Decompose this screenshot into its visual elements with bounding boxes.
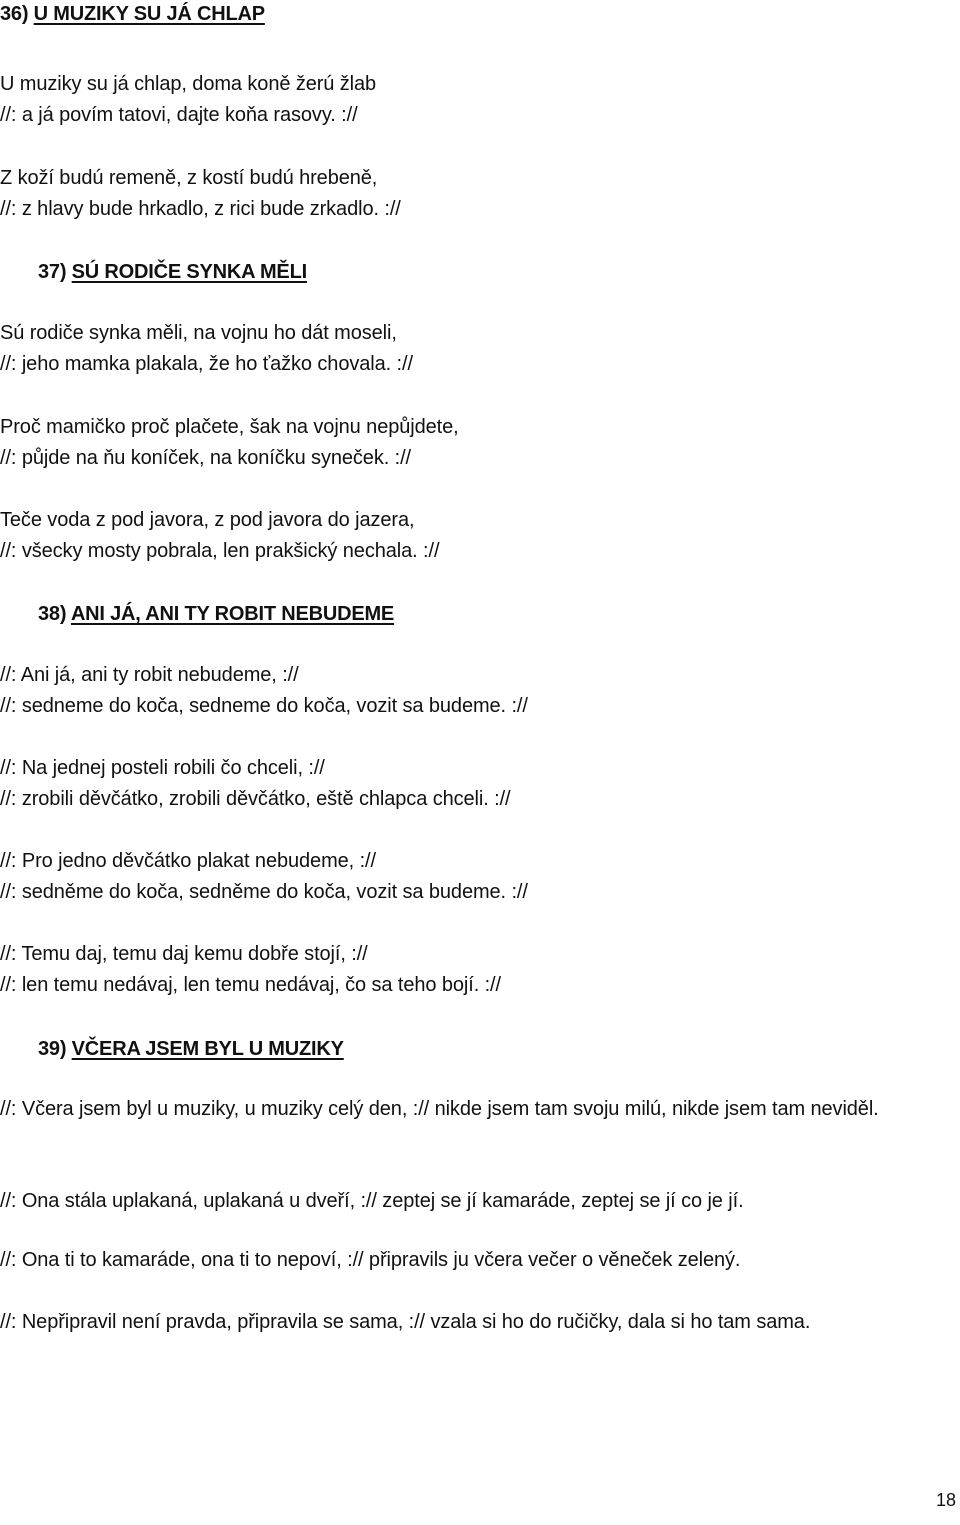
verse-line: //: a já povím tatovi, dajte koňa rasovy. :// — [0, 104, 358, 126]
song-title-text: VČERA JSEM BYL U MUZIKY — [71, 1038, 344, 1060]
song-title-39 — [38, 1038, 344, 1061]
verse-line: U muziky su já chlap, doma koně žerú žlab — [0, 73, 377, 95]
song-number: 38) — [38, 603, 67, 625]
verse-line: //: Nepřipravil není pravda, připravila se sama, :// vzala si ho do ručičky, dala si ho tam sama. — [0, 1311, 811, 1333]
verse-line: //: všecky mosty pobrala, len prakšický nechala. :// — [0, 540, 440, 562]
verse-line: //: Pro jedno děvčátko plakat nebudeme, :// — [0, 850, 376, 872]
verse-line: Proč mamičko proč plačete, šak na vojnu nepůjdete, — [0, 416, 459, 438]
verse-line: //: Ona stála uplakaná, uplakaná u dveří, :// zeptej se jí kamaráde, zeptej se jí co je jí. — [0, 1190, 744, 1212]
song-title-36 — [0, 3, 265, 26]
verse-line: Z koží budú remeně, z kostí budú hrebeně, — [0, 167, 378, 189]
song-number: 39) — [38, 1038, 67, 1060]
song-number: 37) — [38, 261, 67, 283]
verse-line: //: Ona ti to kamaráde, ona ti to nepoví, :// připravils ju včera večer o věneček zelený. — [0, 1249, 741, 1271]
song-title-text: SÚ RODIČE SYNKA MĚLI — [71, 261, 307, 283]
song-title-37 — [38, 261, 307, 284]
verse-line: //: půjde na ňu koníček, na koníčku syneček. :// — [0, 447, 412, 469]
verse-line: //: Ani já, ani ty robit nebudeme, :// — [0, 664, 299, 686]
verse-line: //: Na jednej posteli robili čo chceli, :// — [0, 757, 325, 779]
verse-line: //: len temu nedávaj, len temu nedávaj, čo sa teho bojí. :// — [0, 974, 501, 996]
page-number: 18 — [935, 1490, 956, 1510]
verse-line: //: z hlavy bude hrkadlo, z rici bude zrkadlo. :// — [0, 198, 401, 220]
song-title-text: ANI JÁ, ANI TY ROBIT NEBUDEME — [70, 603, 395, 625]
song-title-38 — [38, 603, 394, 626]
verse-line: //: sedneme do koča, sedneme do koča, vozit sa budeme. :// — [0, 695, 528, 717]
verse-line: Sú rodiče synka měli, na vojnu ho dát moseli, — [0, 322, 397, 344]
verse-line: Teče voda z pod javora, z pod javora do jazera, — [0, 509, 415, 531]
verse-line: //: Včera jsem byl u muziky, u muziky celý den, :// nikde jsem tam svoju milú, nikde jsem tam neviděl. — [0, 1098, 879, 1120]
verse-line: //: Temu daj, temu daj kemu dobře stojí, :// — [0, 943, 368, 965]
verse-line: //: sedněme do koča, sedněme do koča, vozit sa budeme. :// — [0, 881, 528, 903]
song-title-text: U MUZIKY SU JÁ CHLAP — [33, 3, 265, 25]
verse-line: //: zrobili děvčátko, zrobili děvčátko, eště chlapca chceli. :// — [0, 788, 511, 810]
song-number: 36) — [0, 3, 29, 25]
verse-line: //: jeho mamka plakala, že ho ťažko chovala. :// — [0, 353, 413, 375]
